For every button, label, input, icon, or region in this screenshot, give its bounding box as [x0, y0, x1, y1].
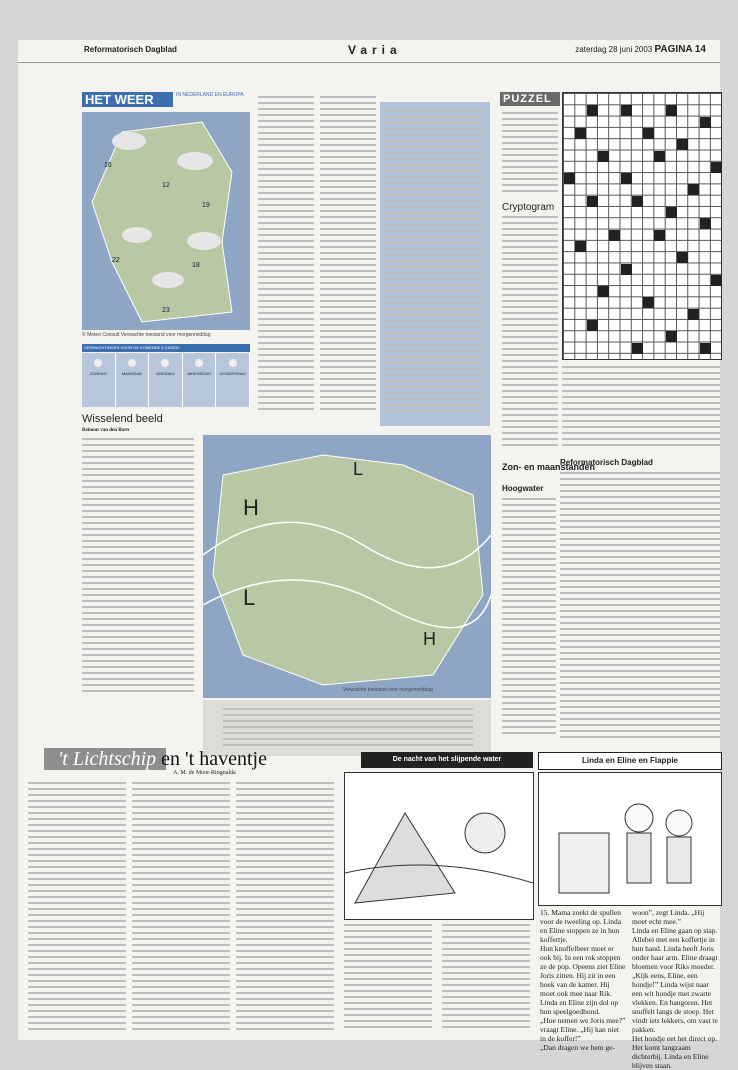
colofon-title: Reformatorisch Dagblad: [560, 458, 653, 467]
puzzle-intro-text: [502, 112, 558, 198]
crossword-black-cell: [598, 286, 609, 297]
comic-drawing: [345, 773, 533, 919]
crossword-black-cell: [666, 331, 677, 342]
sun-cloud-icon: [128, 359, 136, 367]
newspaper-page: [18, 40, 720, 1070]
weather-cities-table: [380, 102, 490, 426]
weather-article-title: Wisselend beeld: [82, 413, 163, 425]
svg-text:H: H: [423, 629, 436, 649]
sun-cloud-icon: [229, 359, 237, 367]
story-title: 't Lichtschip en 't haventje: [58, 748, 267, 770]
crossword-black-cell: [643, 128, 654, 139]
crossword-black-cell: [598, 151, 609, 162]
comic-linda-text: woon”, zegt Linda. „Hij moet echt mee.” Linda en Eline gaan op stap. Allebei met een koffertje in hun hand. Linda heeft Joris onder haar arm. Eline draagt bloemen voor Riks moeder. „Kijk eens, Eline, een hondje!” Linda wijst naar een wit hondje met zwarte vlekken. En hangoren. Het snuffelt langs de stoep. Het vindt iets lekkers, om vast te pakken. Het hondje eet het direct op. Het komt langzaam dichterbij. Linda en Eline blijven staan.: [632, 908, 718, 1070]
forecast-day: ZONDAG: [82, 353, 116, 407]
crossword-black-cell: [700, 117, 711, 128]
legend-rows: [223, 708, 473, 752]
cloud-icon: [122, 227, 152, 243]
map-temp: 19: [202, 202, 210, 209]
crossword-black-cell: [643, 297, 654, 308]
crossword-black-cell: [711, 275, 722, 286]
crossword-black-cell: [632, 343, 643, 354]
crossword-black-cell: [621, 264, 632, 275]
svg-text:H: H: [243, 495, 259, 520]
svg-text:L: L: [243, 585, 256, 610]
weather-map-europe: [203, 435, 491, 698]
crossword-black-cell: [654, 230, 665, 241]
cloud-icon: [152, 272, 184, 288]
forecast-day: MAANDAG: [116, 353, 150, 407]
forecast-bar: VERWACHTINGEN VOOR DE KOMENDE 5 DAGEN: [82, 344, 250, 352]
weather-article-body: [82, 438, 194, 700]
forecast-day: DINSDAG: [149, 353, 183, 407]
comic-linda-title: Linda en Eline en Flappie: [538, 752, 722, 770]
weather-logo: HET WEER: [82, 92, 173, 107]
comic-night-text: [442, 924, 530, 1034]
crossword-black-cell: [632, 196, 643, 207]
crossword-black-cell: [688, 309, 699, 320]
comic-night-panel: [344, 772, 534, 920]
story-column: [236, 782, 334, 1034]
crossword-black-cell: [666, 207, 677, 218]
puzzle-solution-text: [562, 366, 720, 450]
header-paper-name: Reformatorisch Dagblad: [84, 45, 177, 54]
header-section: Varia: [348, 43, 402, 57]
crossword-black-cell: [677, 139, 688, 150]
crossword-black-cell: [564, 173, 575, 184]
crossword-black-cell: [575, 128, 586, 139]
story-column: [28, 782, 126, 1034]
crossword-grid: [562, 92, 722, 360]
comic-linda-text: 15. Mama zoekt de spullen voor de tweeling op. Linda en Eline stoppen ze in hun koffertje. Hun knuffelbeer moet er ook bij. In een rok stoppen ze de pop. Opeens ziet Eline Joris zitten. Hij zit in een hoek van de kamer. Hij moet ook mee naar Rik. Linda en Eline zijn dol op hun speelgoedhond. „Hoe nemen we Joris mee?” vraagt Eline. „Hij kan niet in de koffer!” „Dan dragen we hem ge-: [540, 908, 626, 1052]
table-rows: [384, 110, 486, 422]
comic-night-title: De nacht van het slijpende water: [361, 752, 533, 768]
comic-drawing: [539, 773, 721, 905]
weather-map-netherlands: [82, 112, 250, 330]
sun-cloud-icon: [161, 359, 169, 367]
cryptogram-title: Cryptogram: [502, 202, 555, 213]
europe-map-shape: [203, 435, 491, 698]
crossword-black-cell: [666, 105, 677, 116]
sun-moon-title: Zon- en maanstanden: [502, 462, 596, 472]
crossword-black-cell: [621, 105, 632, 116]
header-date: zaterdag 28 juni 2003 PAGINA 14: [575, 44, 706, 55]
comic-linda-panel: [538, 772, 722, 906]
colofon-text: [560, 472, 720, 742]
crossword-black-cell: [587, 320, 598, 331]
page-header: [18, 40, 720, 63]
crossword-black-cell: [587, 105, 598, 116]
forecast-day: WOENSDAG: [183, 353, 217, 407]
cloud-icon: [177, 152, 213, 170]
crossword-black-cell: [575, 241, 586, 252]
map-temp: 18: [192, 262, 200, 269]
sun-cloud-icon: [94, 359, 102, 367]
crossword-black-cell: [700, 343, 711, 354]
forecast-table: [82, 353, 250, 407]
crossword-black-cell: [621, 173, 632, 184]
crossword-black-cell: [609, 230, 620, 241]
weather-article-author: Reinout van den Born: [82, 428, 130, 433]
hoogwater-title: Hoogwater: [502, 484, 544, 493]
cryptogram-clues: [502, 216, 558, 452]
weather-text-column: [258, 96, 314, 416]
map-temp: 23: [162, 307, 170, 314]
cloud-icon: [112, 132, 146, 150]
sun-cloud-icon: [195, 359, 203, 367]
story-author: A. M. de Moor-Ringnalda: [173, 770, 236, 776]
cloud-icon: [187, 232, 221, 250]
puzzle-logo: PUZZEL: [500, 92, 560, 106]
crossword-black-cell: [587, 196, 598, 207]
forecast-day: DONDERDAG: [216, 353, 250, 407]
crossword-black-cell: [688, 184, 699, 195]
map-temp: 22: [112, 257, 120, 264]
tides-text: [502, 498, 556, 740]
svg-text:L: L: [353, 459, 364, 479]
crossword-black-cell: [711, 162, 722, 173]
map-temp: 12: [162, 182, 170, 189]
map-temp: 16: [104, 162, 112, 169]
map-land-shape: [82, 112, 250, 330]
crossword-black-cell: [700, 218, 711, 229]
weather-map-caption: © Meteo Consult Verwachte toestand voor morgenmiddag: [82, 332, 211, 338]
crossword-black-cell: [654, 151, 665, 162]
weather-logo-sub: IN NEDERLAND EN EUROPA: [176, 92, 244, 98]
weather-text-column: [320, 96, 376, 416]
story-column: [132, 782, 230, 1034]
crossword-black-cell: [677, 252, 688, 263]
comic-night-text: [344, 924, 432, 1034]
europe-map-caption: Verwachte toestand voor morgenmiddag: [343, 687, 433, 693]
